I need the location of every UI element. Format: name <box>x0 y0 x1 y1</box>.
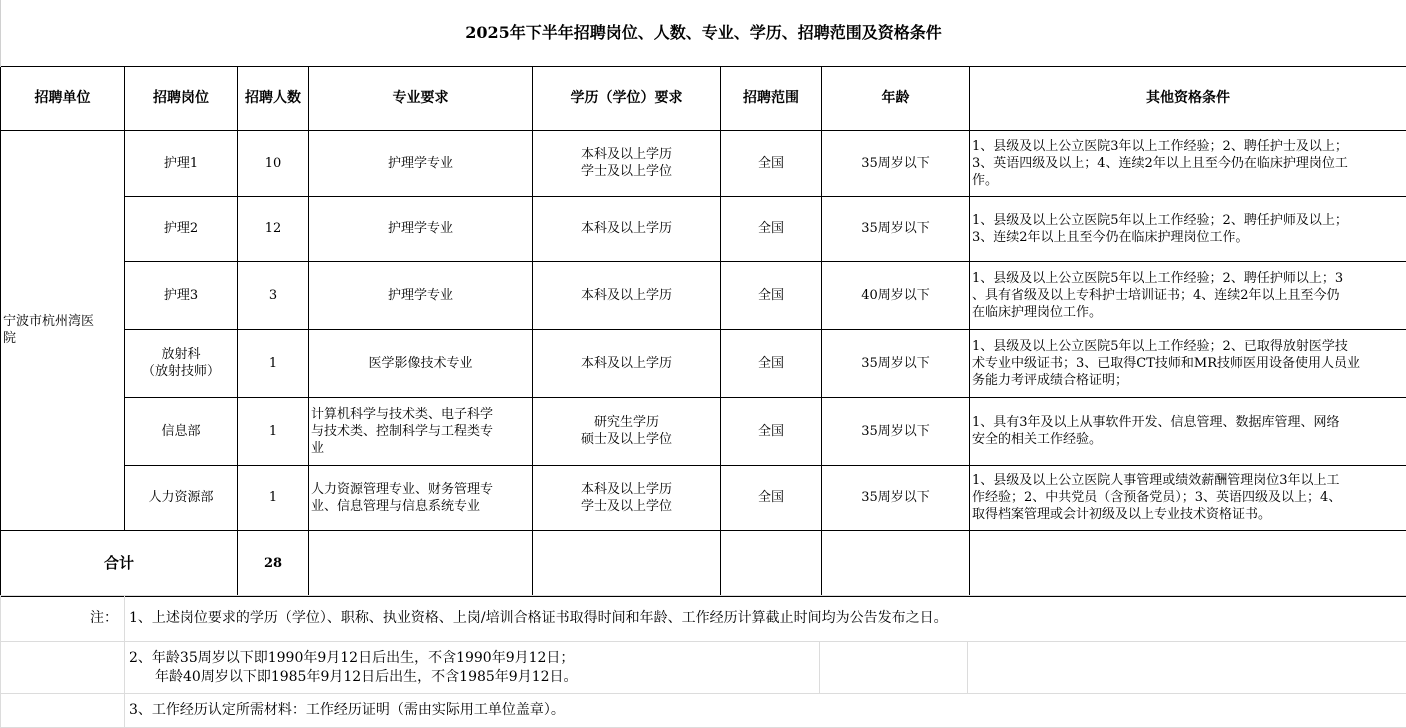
unit-cell <box>1 130 125 530</box>
count-cell: 3 <box>238 261 309 329</box>
table-row <box>1 261 1406 329</box>
education-cell-line: 本科及以上学历 <box>533 481 720 498</box>
major-cell <box>309 196 533 261</box>
header-scope: 招聘范围 <box>721 66 822 130</box>
total-row <box>1 530 1406 596</box>
age-cell: 35周岁以下 <box>822 465 970 530</box>
note-row <box>1 694 1406 728</box>
header-education: 学历（学位）要求 <box>533 66 721 130</box>
header-other: 其他资格条件 <box>970 66 1406 130</box>
table-row <box>1 130 1406 196</box>
empty-cell <box>822 530 970 596</box>
empty-cell <box>309 530 533 596</box>
title-row <box>1 0 1406 66</box>
position-cell <box>125 329 238 397</box>
other-cell <box>970 465 1406 530</box>
major-cell-line: 医学影像技术专业 <box>309 355 532 372</box>
education-cell <box>533 130 721 196</box>
note-text <box>125 642 820 694</box>
header-major: 专业要求 <box>309 66 533 130</box>
education-cell-line: 本科及以上学历 <box>533 146 720 163</box>
unit-cell-line: 院 <box>3 330 122 347</box>
note-row <box>1 596 1406 642</box>
major-cell <box>309 397 533 465</box>
note-line: 2、年龄35周岁以下即1990年9月12日后出生，不含1990年9月12日； <box>129 649 819 668</box>
header-position: 招聘岗位 <box>125 66 238 130</box>
scope-cell: 全国 <box>721 130 822 196</box>
age-cell: 35周岁以下 <box>822 130 970 196</box>
other-cell-line: 1、县级及以上公立医院5年以上工作经验；2、聘任护师及以上； <box>972 212 1404 229</box>
notes-table <box>0 595 1406 728</box>
note-text <box>125 694 1406 728</box>
position-cell <box>125 397 238 465</box>
note-line: 1、上述岗位要求的学历（学位）、职称、执业资格、上岗/培训合格证书取得时间和年龄、工作经历计算截止时间均为公告发布之日。 <box>129 609 1406 628</box>
other-cell-line: 、具有省级及以上专科护士培训证书；4、连续2年以上且至今仍 <box>972 287 1404 304</box>
count-cell: 10 <box>238 130 309 196</box>
count-cell: 1 <box>238 329 309 397</box>
count-cell: 12 <box>238 196 309 261</box>
empty-cell <box>1 694 125 728</box>
major-cell-line: 人力资源管理专业、财务管理专 <box>311 481 530 498</box>
other-cell <box>970 397 1406 465</box>
position-cell-line: 护理2 <box>125 220 237 237</box>
education-cell <box>533 261 721 329</box>
education-cell-line: 硕士及以上学位 <box>533 431 720 448</box>
education-cell <box>533 465 721 530</box>
scope-cell: 全国 <box>721 261 822 329</box>
total-value: 28 <box>238 530 309 596</box>
major-cell <box>309 465 533 530</box>
page-title: 2025年下半年招聘岗位、人数、专业、学历、招聘范围及资格条件 <box>1 0 1406 66</box>
education-cell-line: 学士及以上学位 <box>533 163 720 180</box>
other-cell-line: 安全的相关工作经验。 <box>972 431 1404 448</box>
count-cell: 1 <box>238 397 309 465</box>
note-label: 注： <box>1 596 125 642</box>
position-cell <box>125 130 238 196</box>
education-cell <box>533 397 721 465</box>
other-cell-line: 务能力考评成绩合格证明； <box>972 372 1404 389</box>
table-row <box>1 329 1406 397</box>
other-cell-line: 1、县级及以上公立医院3年以上工作经验；2、聘任护士及以上； <box>972 138 1404 155</box>
other-cell-line: 作。 <box>972 172 1404 189</box>
total-label: 合计 <box>1 530 238 596</box>
major-cell-line: 业、信息管理与信息系统专业 <box>311 498 530 515</box>
education-cell <box>533 196 721 261</box>
empty-cell <box>721 530 822 596</box>
count-cell: 1 <box>238 465 309 530</box>
major-cell <box>309 261 533 329</box>
unit-cell-line: 宁波市杭州湾医 <box>3 313 122 330</box>
position-cell-line: 护理1 <box>125 155 237 172</box>
position-cell-line: （放射技师） <box>125 363 237 380</box>
age-cell: 35周岁以下 <box>822 397 970 465</box>
empty-cell <box>970 530 1406 596</box>
header-age: 年龄 <box>822 66 970 130</box>
education-cell-line: 本科及以上学历 <box>533 287 720 304</box>
other-cell-line: 1、县级及以上公立医院5年以上工作经验；2、聘任护师以上；3 <box>972 270 1404 287</box>
education-cell <box>533 329 721 397</box>
empty-cell <box>533 530 721 596</box>
education-cell-line: 学士及以上学位 <box>533 498 720 515</box>
other-cell <box>970 329 1406 397</box>
header-unit: 招聘单位 <box>1 66 125 130</box>
scope-cell: 全国 <box>721 465 822 530</box>
position-cell <box>125 465 238 530</box>
scope-cell: 全国 <box>721 397 822 465</box>
other-cell-line: 术专业中级证书；3、已取得CT技师和MR技师医用设备使用人员业 <box>972 355 1404 372</box>
other-cell-line: 3、英语四级及以上；4、连续2年以上且至今仍在临床护理岗位工 <box>972 155 1404 172</box>
major-cell-line: 业 <box>311 440 530 457</box>
age-cell: 40周岁以下 <box>822 261 970 329</box>
other-cell-line: 3、连续2年以上且至今仍在临床护理岗位工作。 <box>972 229 1404 246</box>
table-row <box>1 397 1406 465</box>
table-row <box>1 465 1406 530</box>
position-cell <box>125 196 238 261</box>
position-cell <box>125 261 238 329</box>
other-cell-line: 取得档案管理或会计初级及以上专业技术资格证书。 <box>972 506 1404 523</box>
other-cell <box>970 130 1406 196</box>
header-count: 招聘人数 <box>238 66 309 130</box>
major-cell-line: 护理学专业 <box>309 155 532 172</box>
note-line: 年龄40周岁以下即1985年9月12日后出生，不含1985年9月12日。 <box>129 668 819 687</box>
education-cell-line: 本科及以上学历 <box>533 220 720 237</box>
empty-cell <box>968 642 1406 694</box>
header-row <box>1 66 1406 130</box>
major-cell-line: 护理学专业 <box>309 220 532 237</box>
major-cell <box>309 329 533 397</box>
other-cell-line: 在临床护理岗位工作。 <box>972 304 1404 321</box>
education-cell-line: 本科及以上学历 <box>533 355 720 372</box>
other-cell <box>970 196 1406 261</box>
position-cell-line: 放射科 <box>125 346 237 363</box>
other-cell-line: 1、具有3年及以上从事软件开发、信息管理、数据库管理、网络 <box>972 414 1404 431</box>
scope-cell: 全国 <box>721 196 822 261</box>
major-cell-line: 计算机科学与技术类、电子科学 <box>311 406 530 423</box>
position-cell-line: 人力资源部 <box>125 489 237 506</box>
other-cell-line: 1、县级及以上公立医院5年以上工作经验；2、已取得放射医学技 <box>972 338 1404 355</box>
education-cell-line: 研究生学历 <box>533 414 720 431</box>
age-cell: 35周岁以下 <box>822 196 970 261</box>
note-line: 3、工作经历认定所需材料：工作经历证明（需由实际用工单位盖章）。 <box>129 701 1406 720</box>
empty-cell <box>820 642 968 694</box>
other-cell-line: 1、县级及以上公立医院人事管理或绩效薪酬管理岗位3年以上工 <box>972 472 1404 489</box>
other-cell-line: 作经验；2、中共党员（含预备党员）；3、英语四级及以上；4、 <box>972 489 1404 506</box>
table-row <box>1 196 1406 261</box>
position-cell-line: 信息部 <box>125 423 237 440</box>
major-cell <box>309 130 533 196</box>
note-text <box>125 596 1406 642</box>
position-cell-line: 护理3 <box>125 287 237 304</box>
scope-cell: 全国 <box>721 329 822 397</box>
empty-cell <box>1 642 125 694</box>
note-row <box>1 642 1406 694</box>
age-cell: 35周岁以下 <box>822 329 970 397</box>
other-cell <box>970 261 1406 329</box>
major-cell-line: 与技术类、控制科学与工程类专 <box>311 423 530 440</box>
major-cell-line: 护理学专业 <box>309 287 532 304</box>
